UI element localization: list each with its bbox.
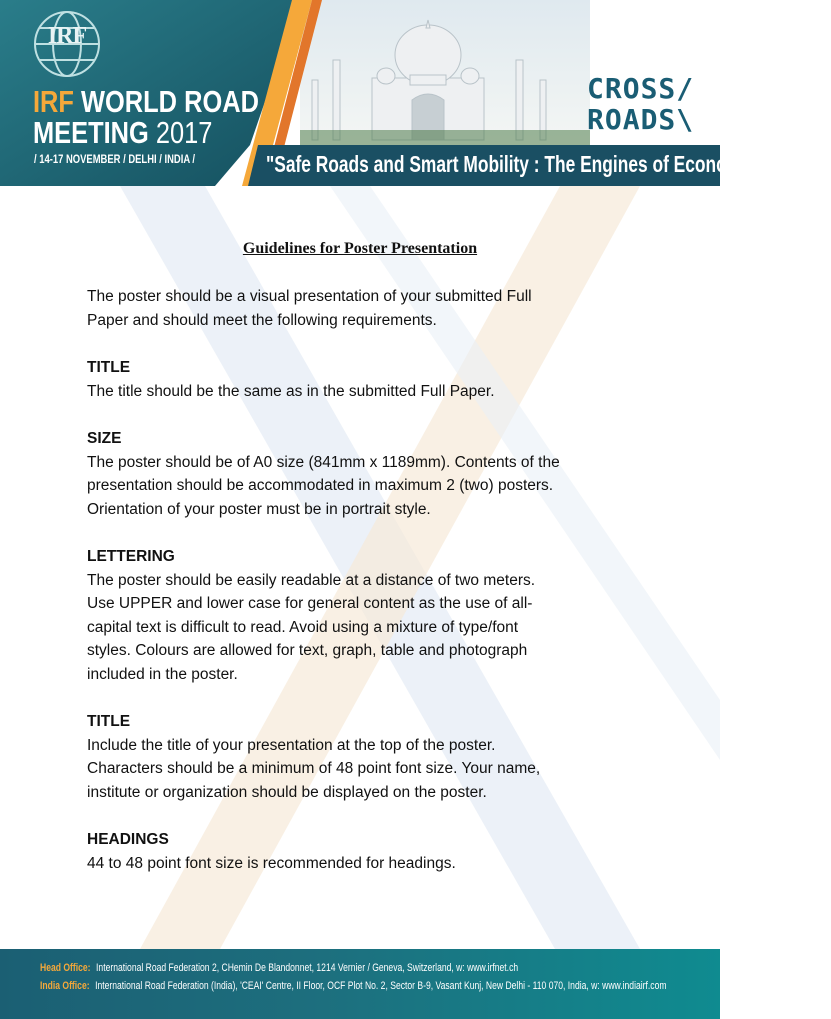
page-title: Guidelines for Poster Presentation	[242, 240, 478, 257]
event-title-line1	[33, 86, 259, 118]
section-line: 44 to 48 point font size is recommended for headings.	[87, 854, 456, 872]
crossroads-line2: ROADS\	[587, 103, 695, 136]
intro-paragraph	[87, 285, 647, 332]
head-office-info	[40, 962, 518, 974]
intro-line: Paper and should meet the following requirements.	[87, 311, 437, 329]
section-heading: SIZE	[87, 430, 122, 447]
section-lettering	[87, 545, 647, 686]
section-line: Characters should be a minimum of 48 point font size. Your name,	[87, 760, 541, 777]
section-heading: TITLE	[87, 359, 131, 376]
india-office-address: International Road Federation (India), 'CEAI' Centre, II Floor, OCF Plot No. 2, Sector B-9, Vasant Kunj, New Delhi - 110 070, India, w: www.indiairf.com	[95, 980, 667, 992]
section-heading: TITLE	[87, 713, 131, 730]
event-title-rest: WORLD ROAD	[81, 84, 259, 119]
section-line: Orientation of your poster must be in portrait style.	[87, 500, 431, 518]
event-title-line2	[33, 117, 212, 149]
section-line: included in the poster.	[87, 665, 238, 683]
footer-contact-bar	[0, 949, 720, 1019]
irf-logo-text: IRF	[47, 23, 87, 49]
section-title-placement	[87, 710, 647, 804]
intro-line: The poster should be a visual presentation of your submitted Full	[87, 288, 532, 305]
section-heading: HEADINGS	[87, 831, 169, 848]
event-title-year: 2017	[155, 115, 213, 150]
event-banner	[0, 0, 831, 186]
event-tagline: "Safe Roads and Smart Mobility : The Engines of Economic Growth"	[266, 151, 831, 177]
india-office-info	[40, 980, 666, 992]
section-line: Include the title of your presentation at the top of the poster.	[87, 736, 496, 754]
section-title	[87, 356, 647, 403]
event-title-highlight: IRF	[33, 84, 74, 119]
section-line: capital text is difficult to read. Avoid using a mixture of type/font	[87, 618, 519, 636]
event-dates: / 14-17 NOVEMBER / DELHI / INDIA /	[34, 154, 196, 166]
event-title-meeting: MEETING	[33, 115, 149, 150]
india-office-label: India Office:	[40, 980, 90, 992]
section-size	[87, 427, 647, 521]
head-office-label: Head Office:	[40, 962, 91, 974]
section-line: presentation should be accommodated in maximum 2 (two) posters.	[87, 477, 554, 494]
section-heading: LETTERING	[87, 548, 175, 565]
section-line: The title should be the same as in the submitted Full Paper.	[87, 382, 495, 400]
section-line: Use UPPER and lower case for general content as the use of all-	[87, 595, 533, 612]
section-line: styles. Colours are allowed for text, graph, table and photograph	[87, 642, 528, 659]
section-line: The poster should be of A0 size (841mm x 1189mm). Contents of the	[87, 453, 560, 471]
crossroads-logo	[587, 73, 694, 135]
section-line: institute or organization should be displayed on the poster.	[87, 783, 487, 801]
head-office-address: International Road Federation 2, CHemin De Blandonnet, 1214 Vernier / Geneva, Switzerland, w: www.irfnet.ch	[96, 962, 519, 974]
section-line: The poster should be easily readable at a distance of two meters.	[87, 571, 536, 589]
section-headings	[87, 828, 647, 875]
crossroads-line1: CROSS/	[587, 72, 695, 105]
